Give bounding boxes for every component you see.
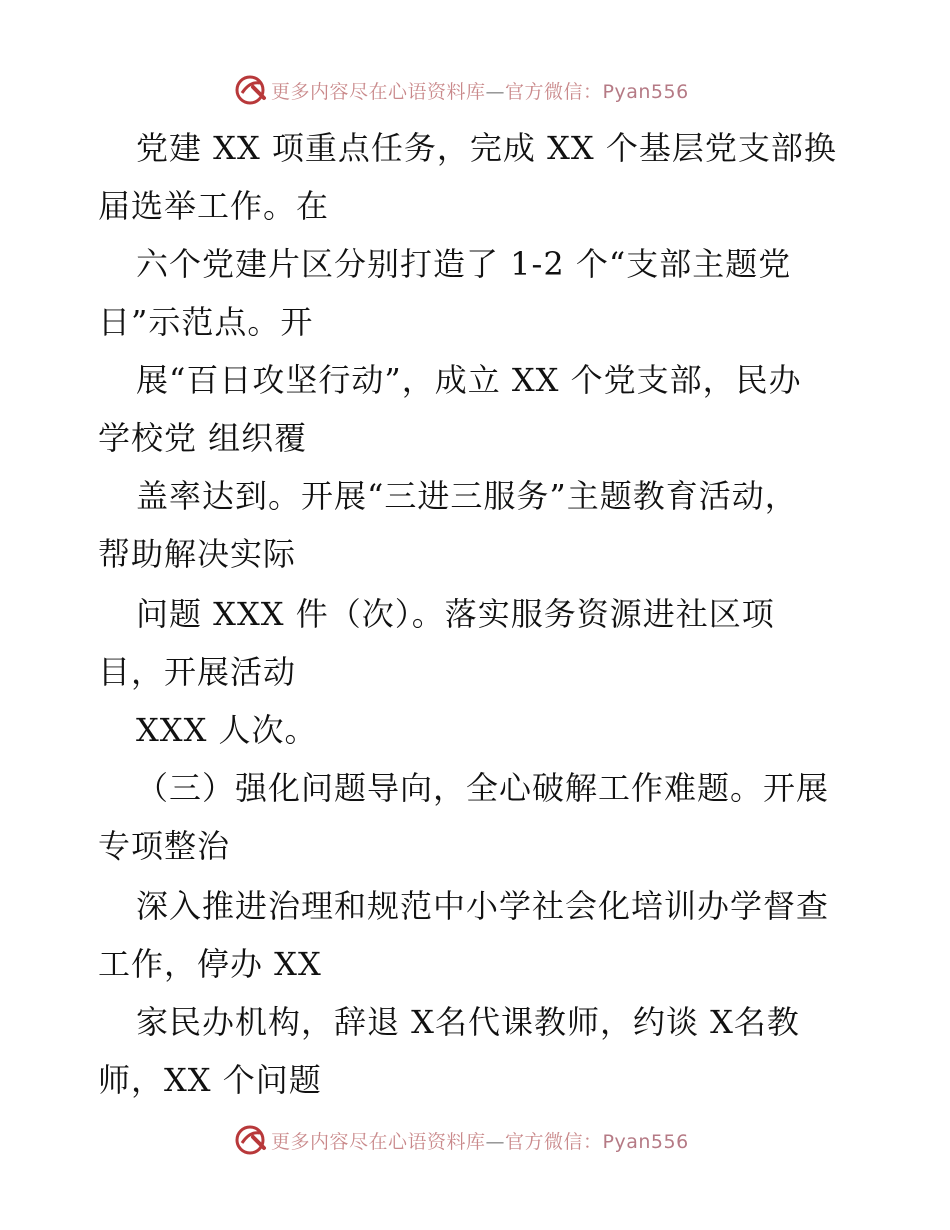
body-line: 学校党 组织覆	[98, 419, 308, 457]
watermark-separator: —	[485, 80, 506, 103]
watermark-suffix: 官方微信：	[505, 1130, 603, 1153]
body-line: 工作，停办 XX	[98, 945, 322, 983]
body-line: 帮助解决实际	[98, 535, 297, 573]
body-line: 师，XX 个问题	[98, 1061, 322, 1099]
body-line: 盖率达到。开展“三进三服务”主题教育活动，	[136, 477, 798, 515]
body-line: 问题 XXX 件（次）。落实服务资源进社区项	[136, 595, 775, 633]
body-line: 六个党建片区分别打造了 1-2 个“支部主题党	[136, 245, 792, 283]
body-line: 深入推进治理和规范中小学社会化培训办学督查	[136, 887, 830, 925]
section-heading-line: （三）强化问题导向，全心破解工作难题。开展	[136, 769, 830, 807]
watermark-header	[233, 72, 689, 108]
watermark-footer	[233, 1122, 689, 1158]
body-line: 专项整治	[98, 827, 231, 865]
watermark-account: Pyan556	[602, 1130, 689, 1153]
brand-logo-icon	[233, 73, 267, 107]
body-line: 展“百日攻坚行动”，成立 XX 个党支部，民办	[136, 361, 802, 399]
watermark-separator: —	[485, 1130, 506, 1153]
watermark-suffix: 官方微信：	[505, 80, 603, 103]
watermark-prefix: 更多内容尽在心语资料库	[271, 1130, 486, 1153]
body-line: 党建 XX 项重点任务，完成 XX 个基层党支部换	[136, 129, 837, 167]
body-line: XXX 人次。	[136, 711, 318, 749]
watermark-account: Pyan556	[602, 80, 689, 103]
body-line: 日”示范点。开	[98, 303, 314, 341]
watermark-prefix: 更多内容尽在心语资料库	[271, 80, 486, 103]
body-line: 目，开展活动	[98, 653, 297, 691]
body-line: 家民办机构，辞退 X名代课教师，约谈 X名教	[136, 1003, 800, 1041]
brand-logo-icon	[233, 1123, 267, 1157]
body-line: 届选举工作。在	[98, 187, 330, 225]
